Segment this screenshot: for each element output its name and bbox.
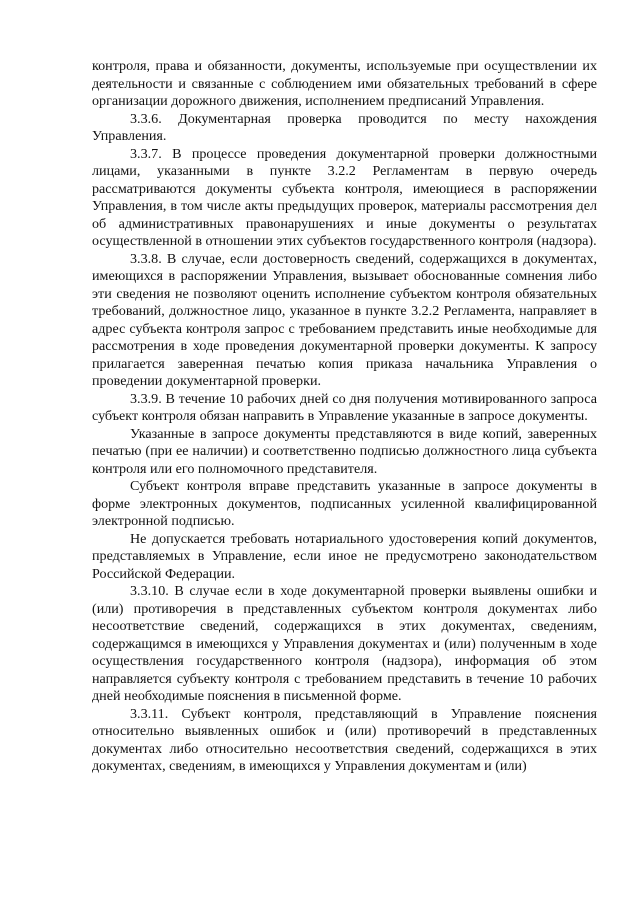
paragraph-3-3-7: 3.3.7. В процессе проведения документарной проверки должностными лицами, указанными в пункте 3.2.2 Регламентам в первую очередь рассматриваются документы субъекта контроля, имеющиеся в распоряжении Управления, в том числе акты предыдущих проверок, материалы рассмотрения дел об административных правонарушениях и иные документы о результатах осуществленной в отношении этих субъектов государственного контроля (надзора).: [92, 145, 597, 249]
paragraph-copies: Указанные в запросе документы представляются в виде копий, заверенных печатью (при ее наличии) и соответственно подписью должностного лица субъекта контроля или его полномочного представителя.: [92, 425, 597, 477]
document-page: [92, 58, 597, 776]
paragraph-3-3-6: 3.3.6. Документарная проверка проводится по месту нахождения Управления.: [92, 110, 597, 144]
paragraph-3-3-8: 3.3.8. В случае, если достоверность сведений, содержащихся в документах, имеющихся в распоряжении Управления, вызывает обоснованные сомнения либо эти сведения не позволяют оценить исполнение субъектом контроля обязательных требований, должностное лицо, указанное в пункте 3.2.2 Регламента, направляет в адрес субъекта контроля запрос с требованием представить иные необходимые для рассмотрения в ходе проведения документарной проверки документы. К запросу прилагается заверенная печатью копия приказа начальника Управления о проведении документарной проверки.: [92, 250, 597, 389]
paragraph-3-3-11: 3.3.11. Субъект контроля, представляющий в Управление пояснения относительно выявленных ошибок и (или) противоречий в представленных документах либо относительно несоответствия сведений, содержащихся в этих документах, сведениям, в имеющихся у Управления документам и (или): [92, 705, 597, 774]
paragraph-electronic: Субъект контроля вправе представить указанные в запросе документы в форме электронных документов, подписанных усиленной квалифицированной электронной подписью.: [92, 478, 597, 529]
paragraph-3-3-9: 3.3.9. В течение 10 рабочих дней со дня получения мотивированного запроса субъект контроля обязан направить в Управление указанные в запросе документы.: [92, 390, 597, 424]
paragraph-notary: Не допускается требовать нотариального удостоверения копий документов, представляемых в Управление, если иное не предусмотрено законодательством Российской Федерации.: [92, 530, 597, 582]
paragraph-3-3-10: 3.3.10. В случае если в ходе документарной проверки выявлены ошибки и (или) противоречия в представленных субъектом контроля документах либо несоответствие сведений, содержащихся в этих документах, сведениям, содержащимся в имеющихся у Управления документах и (или) полученным в ходе осуществления государственного контроля (надзора), информация об этом направляется субъекту контроля с требованием представить в течение 10 рабочих дней необходимые пояснения в письменной форме.: [92, 583, 597, 704]
paragraph-continuation: контроля, права и обязанности, документы, используемые при осуществлении их деятельности и связанные с соблюдением ими обязательных требований в сфере организации дорожного движения, исполнением предписаний Управления.: [92, 58, 597, 109]
